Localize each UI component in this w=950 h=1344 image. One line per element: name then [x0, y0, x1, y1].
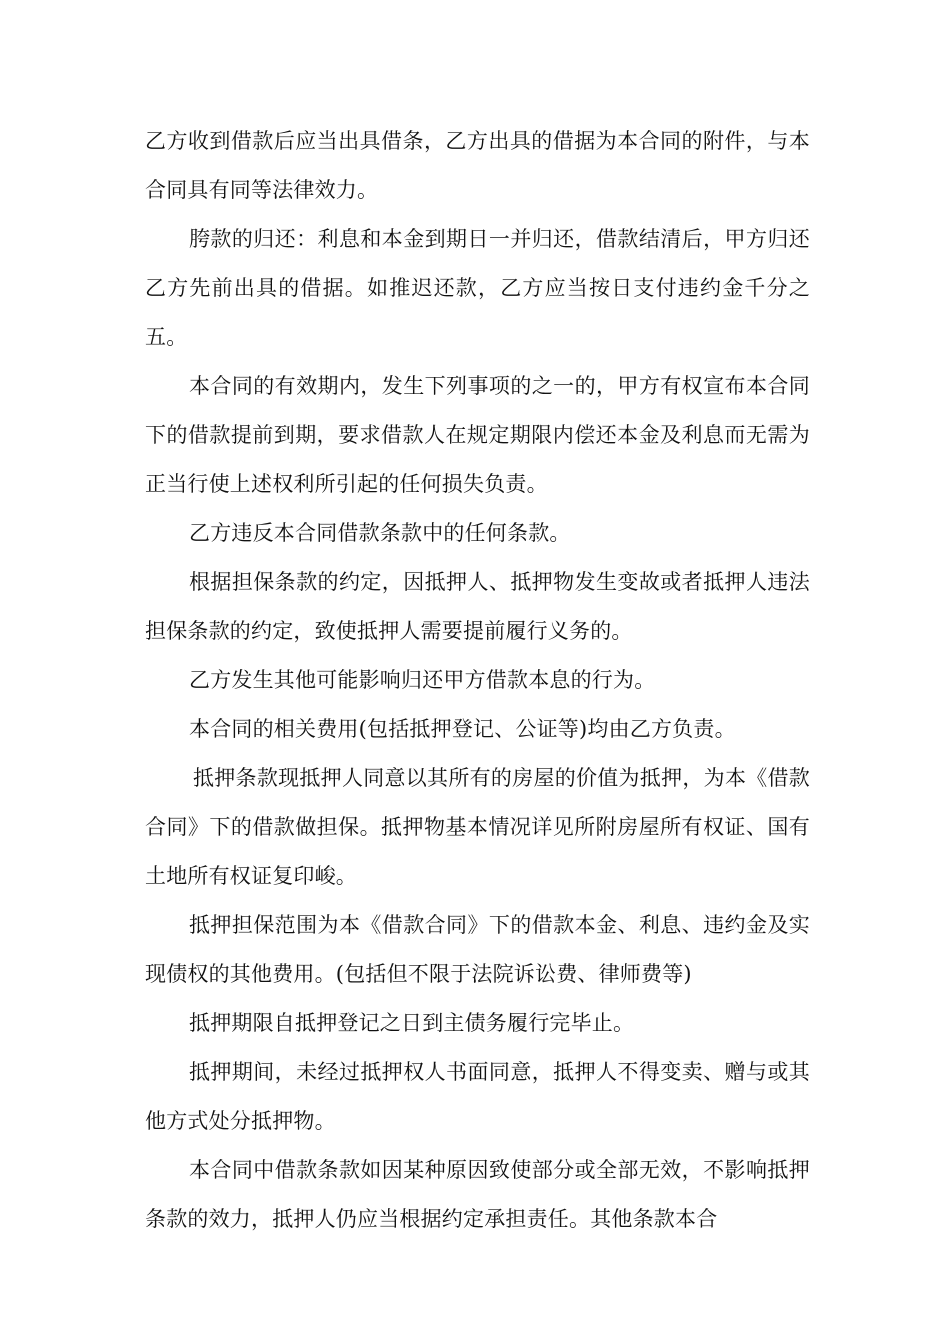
- paragraph-guarantee-change: 根据担保条款的约定，因抵押人、抵押物发生变故或者抵押人违法担保条款的约定，致使抵押人需要提前履行义务的。: [145, 570, 810, 643]
- paragraph-breach: 乙方违反本合同借款条款中的任何条款。: [189, 521, 571, 545]
- paragraph-early-maturity: 本合同的有效期内，发生下列事项的之一的，甲方有权宣布本合同下的借款提前到期，要求借款人在规定期限内偿还本金及利息而无需为正当行使上述权利所引起的任何损失负责。: [145, 374, 810, 496]
- document-body: [145, 117, 810, 1244]
- paragraph-other-behavior: 乙方发生其他可能影响归还甲方借款本息的行为。: [189, 668, 656, 692]
- paragraph-mortgage-scope: 抵押担保范围为本《借款合同》下的借款本金、利息、违约金及实现债权的其他费用。(包括但不限于法院诉讼费、律师费等): [145, 913, 810, 986]
- paragraph-fees: 本合同的相关费用(包括抵押登记、公证等)均由乙方负责。: [189, 717, 736, 741]
- paragraph-receipt: 乙方收到借款后应当出具借条，乙方出具的借据为本合同的附件，与本合同具有同等法律效力。: [145, 129, 810, 202]
- paragraph-mortgage-clause: 抵押条款现抵押人同意以其所有的房屋的价值为抵押，为本《借款合同》下的借款做担保。抵押物基本情况详见所附房屋所有权证、国有土地所有权证复印峻。: [145, 766, 810, 888]
- paragraph-mortgage-restriction: 抵押期间，未经过抵押权人书面同意，抵押人不得变卖、赠与或其他方式处分抵押物。: [145, 1060, 810, 1133]
- paragraph-mortgage-term: 抵押期限自抵押登记之日到主债务履行完毕止。: [189, 1011, 635, 1035]
- paragraph-repayment: 胯款的归还：利息和本金到期日一并归还，借款结清后，甲方归还乙方先前出具的借据。如推迟还款，乙方应当按日支付违约金千分之五。: [145, 227, 810, 349]
- paragraph-validity: 本合同中借款条款如因某种原因致使部分或全部无效，不影响抵押条款的效力，抵押人仍应当根据约定承担责任。其他条款本合: [145, 1158, 810, 1231]
